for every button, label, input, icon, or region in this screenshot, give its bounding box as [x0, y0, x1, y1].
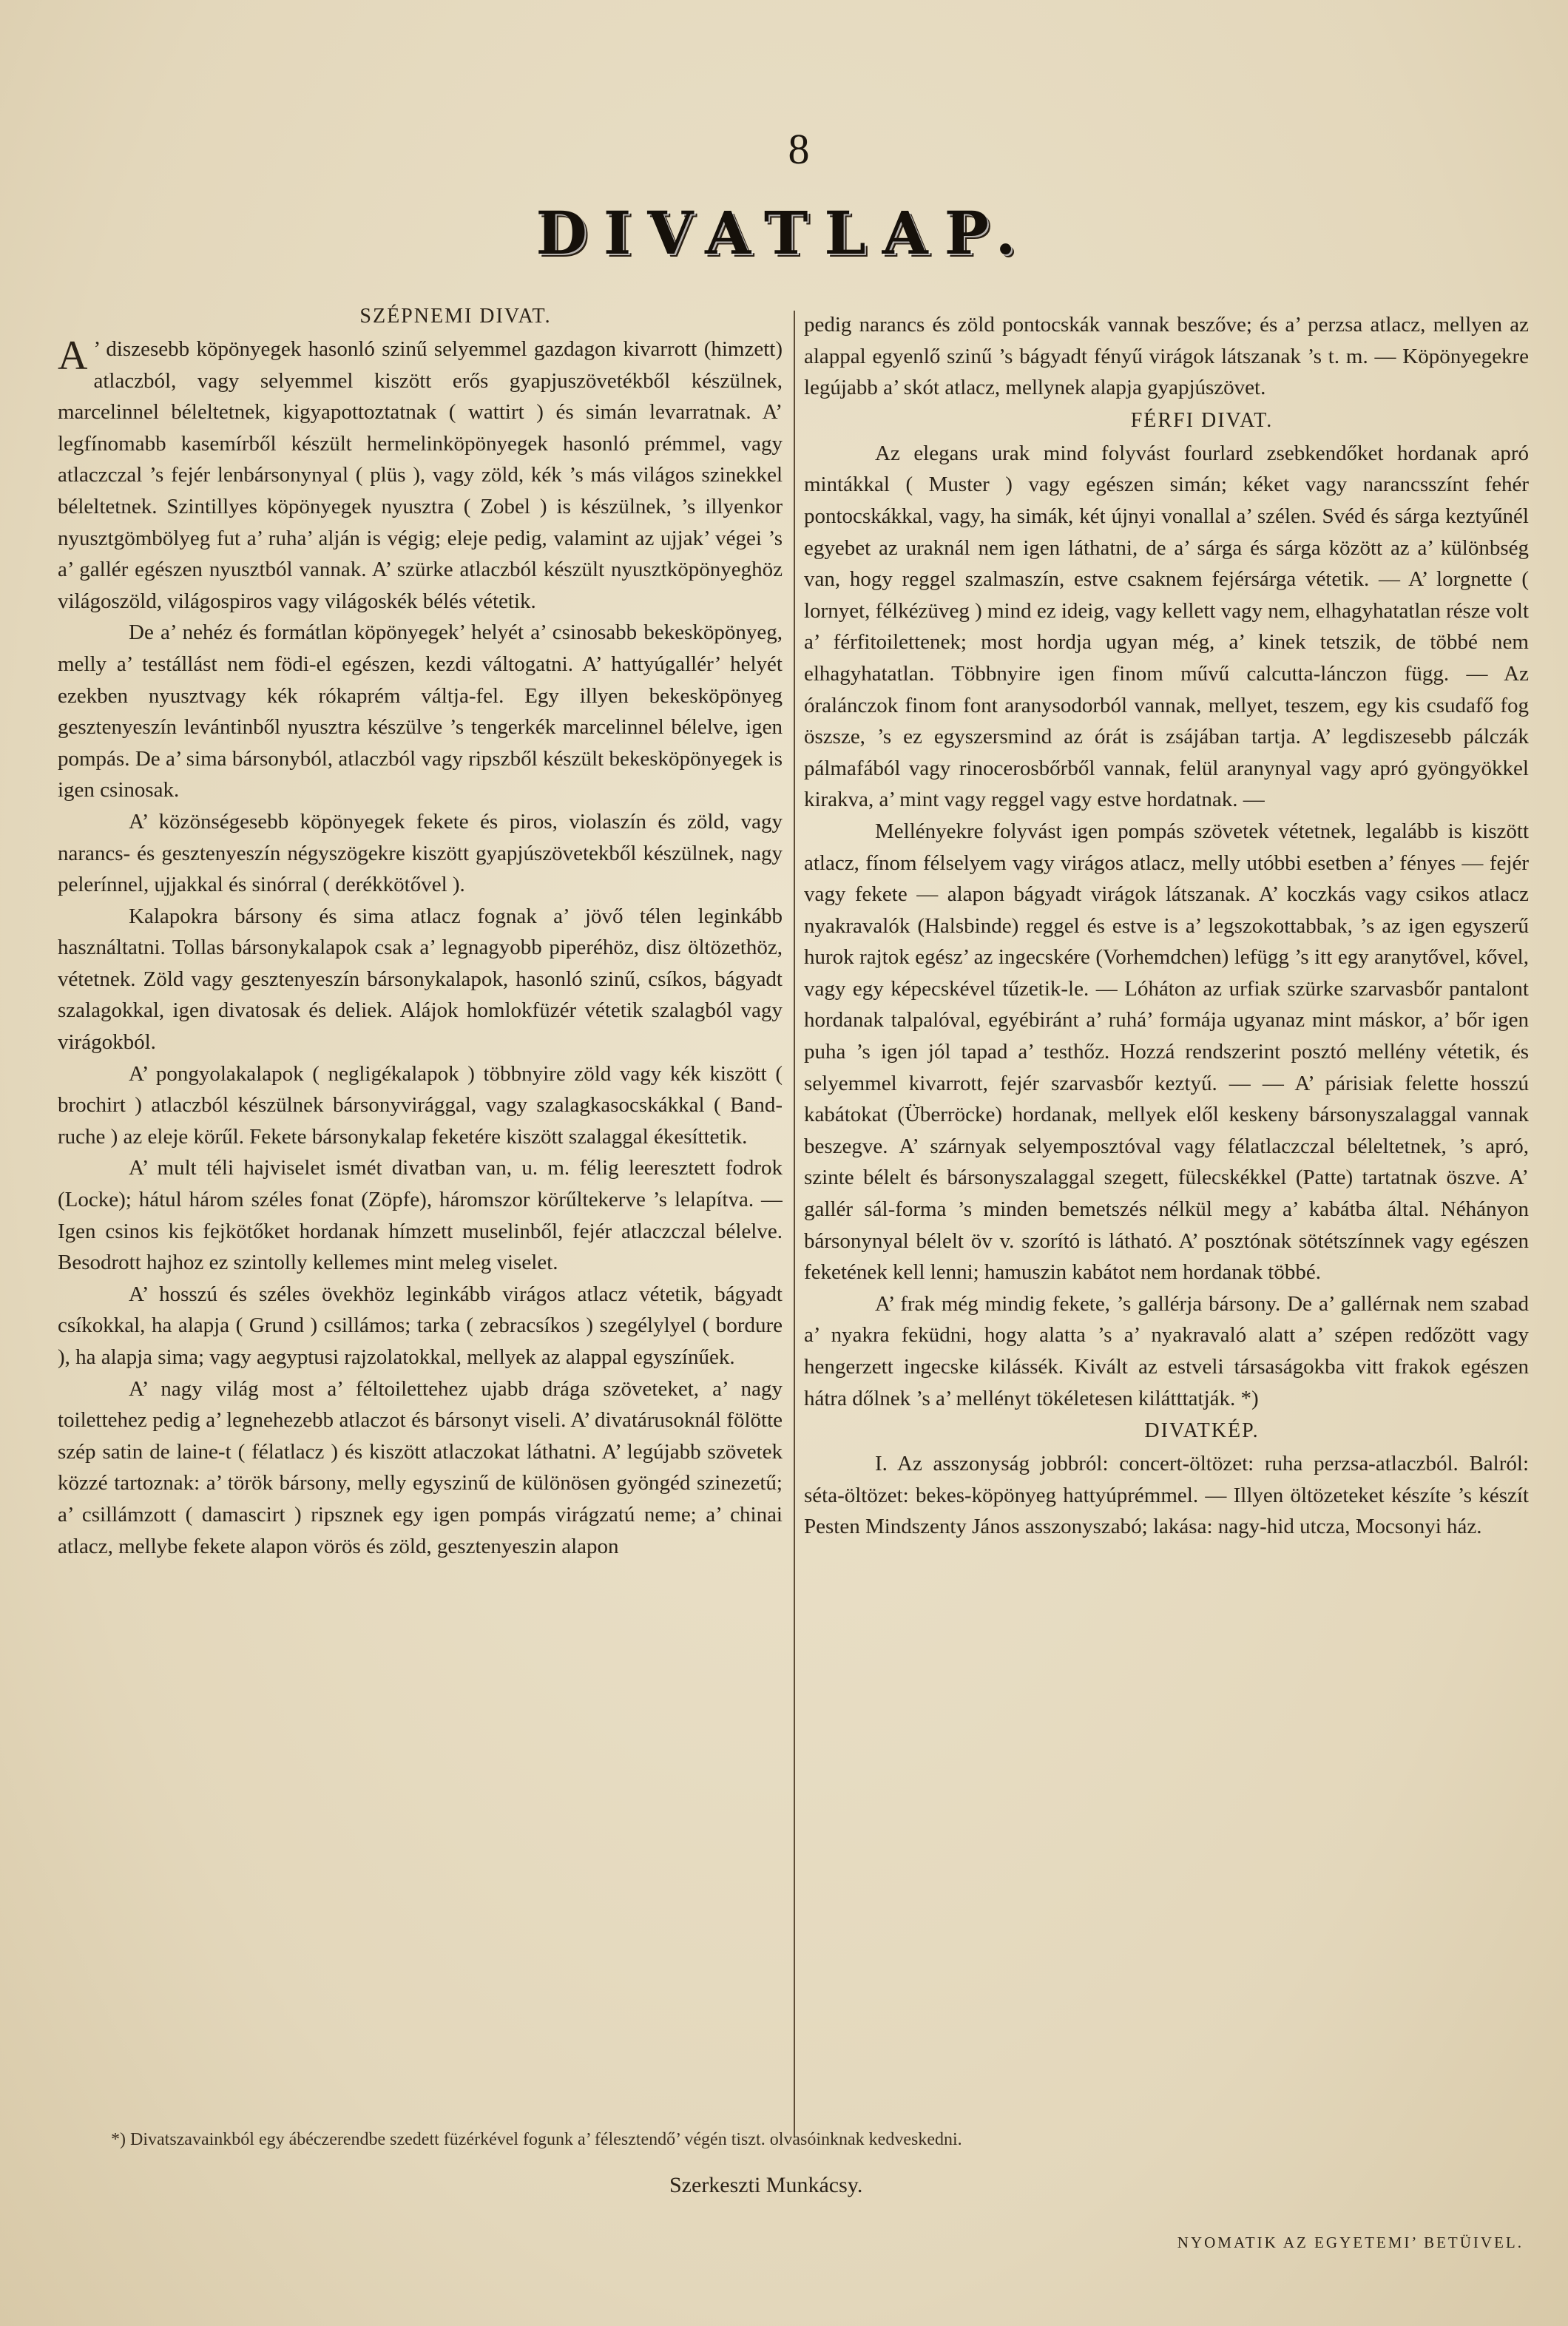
paragraph: A’ pongyolakalapok ( negligékalapok ) többnyire zöld vagy kék kiszött ( brochirt ) atlaczból készülnek bársonyvirággal, vagy szalagkasocskákkal ( Band-ruche ) az eleje körűl. Fekete bársonykalap feketére kiszött szalaggal ékesíttetik. — [58, 1061, 783, 1149]
paragraph: A’ közönségesebb köpönyegek fekete és piros, violaszín és zöld, vagy narancs- és gesztenyeszín négyszögekre kiszött gyapjúszövetekből készülnek, nagy pelerínnel, ujjakkal és sinórral ( derékkötővel ). — [58, 809, 783, 897]
right-column — [804, 309, 1529, 2180]
paragraph: A’ mult téli hajviselet ismét divatban van, u. m. félig leeresztett fodrok (Locke); hátul három széles fonat (Zöpfe), háromszor körűltekerve ’s lelapítva. — Igen csinos kis fejkötőket hordanak hímzett muselinből, fejér atlaczczal bélelve. Besodrott hajhoz ez szintolly kellemes mint meleg viselet. — [58, 1156, 783, 1275]
masthead-title: DIVATLAP. — [535, 198, 1033, 268]
footnote: *) Divatszavainkból egy ábéczerendbe szedett füzérkével fogunk a’ félesztendő’ végén tiszt. olvasóinknak kedveskedni. — [111, 2130, 962, 2149]
editor-credit: Szerkeszti Munkácsy. — [669, 2173, 863, 2197]
left-column — [58, 300, 783, 2174]
paragraph: I. Az asszonyság jobbról: concert-öltözet: ruha perzsa-atlaczból. Balról: séta-öltözet: bekes-köpönyeg hattyúprémmel. — Illyen öltözeteket készíte ’s készít Pesten Mindszenty János asszonyszabó; lakása: nagy-hid utcza, Mocsonyi ház. — [804, 1452, 1529, 1539]
paragraph-text: ’ diszesebb köpönyegek hasonló szinű selyemmel gazdagon kivarrott (himzett) atlaczból, vagy selyemmel kiszött erős gyapjuszövetékből készülnek, marcelinnel béleltetnek, kigyapottoztatnak ( wattirt ) és simán levarratnak. A’ legfínomabb kasemírből készült hermelinköpönyegek hasonló prémmel, vagy atlaczczal ’s fejér lenbársonynyal ( plüs ), vagy zöld, kék ’s más világos szinekkel béleltetnek. Szintillyes köpönyegek nyusztra ( Zobel ) is készülnek, ’s illyenkor nyusztgömbölyeg fut a’ ruha’ alján is végig; eleje pedig, valamint az ujjak’ végei ’s a’ gallér egészen nyusztból vannak. A’ szürke atlaczból készült nyusztköpönyeghöz világoszöld, világospiros vagy világoskék bélés vétetik. — [58, 337, 783, 613]
page-number: 8 — [788, 125, 810, 173]
drop-cap: A — [58, 333, 88, 379]
column-divider — [794, 311, 795, 2137]
section-heading-womens-fashion: SZÉPNEMI DIVAT. — [359, 305, 552, 328]
paragraph — [58, 334, 783, 617]
paragraph: pedig narancs és zöld pontocskák vannak beszőve; és a’ perzsa atlacz, mellyen az alappal egyenlő szinű ’s bágyadt fényű virágok látszanak ’s t. m. — Köpönyegekre legújabb a’ skót atlacz, mellynek alapja gyapjúszövet. — [804, 313, 1529, 400]
paragraph: Mellényekre folyvást igen pompás szövetek vétetnek, legalább is kiszött atlacz, fínom félselyem vagy virágos atlacz, melly utóbbi esetben a’ fényes — fejér vagy fekete — alapon bágyadt virágok látszanak. A’ koczkás vagy csikos atlacz nyakravalók (Halsbinde) reggel és estve is a’ legszokottabbak, ’s az igen egyszerű hurok rajtok egész’ az ingecskére (Vorhemdchen) lefügg ’s itt egy aranytővel, kővel, vagy egy képecskével tűzetik-le. — Lóháton az urfiak szürke szarvasbőr pantalont hordanak talpalóval, egyébiránt a’ ruhá’ formája ugyanaz mint máskor, a’ bőr igen puha ’s igen jól tapad a’ testhőz. Hozzá rendszerint posztó mellény vétetik, és selyemmel kivarrott, fejér szarvasbőr keztyű. — — A’ párisiak felette hosszú kabátokat (Überröcke) hordanak, mellyek elől keskeny bársonyszalaggal vannak beszegve. A’ szárnyak selyemposztóval vagy félatlaczczal béleltetnek, ’s apró, szinte bélelt és bársonyszalaggal szegett, fülecskékkel (Patte) tartatnak öszve. A’ gallér sál-forma ’s minden bemetszés nélkül megy a’ kabátba által. Néhányon bársonynyal bélelt öv v. szorító is látható. A’ posztónak sötétszínnek vagy egészen feketének kell lenni; hamuszin kabátot nem hordanak többé. — [804, 819, 1529, 1285]
section-heading-fashion-plate: DIVATKÉP. — [1144, 1419, 1260, 1443]
paragraph: Kalapokra bársony és sima atlacz fognak a’ jövő télen leginkább használtatni. Tollas bársonykalapok csak a’ legnagyobb piperéhöz, disz öltözethöz, vétetnek. Zöld vagy gesztenyeszín bársonykalapok, hasonló szinű, csíkos, bágyadt szalagokkal, igen divatosak és deliek. Alájok homlokfüzér vétetik szalagból vagy virágokból. — [58, 904, 783, 1055]
paragraph: A’ hosszú és széles övekhöz leginkább virágos atlacz vétetik, bágyadt csíkokkal, ha alapja ( Grund ) csillámos; tarka ( zebracsíkos ) szegélylyel ( bordure ), ha alapja sima; vagy aegyptusi rajzolatokkal, mellyek az alappal egyszínűek. — [58, 1282, 783, 1369]
paragraph: A’ nagy világ most a’ féltoilettehez ujabb drága szöveteket, a’ nagy toilettehez pedig a’ legnehezebb atlaczot és bársonyt viseli. A’ divatárusoknál fölötte szép satin de laine-t ( félatlacz ) és kiszött atlaczokat láthatni. A’ legújabb szövetek közzé tartoznak: a’ török bársony, melly egyszinű de különösen gyöngéd szinezetű; a’ csillámzott ( damascirt ) ripsznek egy igen pompás virágzatú neme; a’ chinai atlacz, mellybe fekete alapon vörös és zöld, gesztenyeszin alapon — [58, 1376, 783, 1558]
section-heading-mens-fashion: FÉRFI DIVAT. — [1130, 408, 1274, 432]
paragraph: Az elegans urak mind folyvást fourlard zsebkendőket hordanak apró mintákkal ( Muster ) vagy egészen simán; kéket vagy narancsszínt fehér pontocskákkal, vagy, ha simák, két újnyi vonallal a’ szélen. Svéd és sárga keztyűnél egyebet az uraknál nem igen láthatni, de a’ sárga és sárga között az a’ különbség van, hogy reggel szalmaszín, estve csaknem fejérsárga vétetik. — A’ lorgnette ( lornyet, félkézüveg ) mind ez ideig, vagy kellett vagy nem, elhagyhatatlan része volt a’ férfitoilettenek; most hordja ugyan még, a’ kinek tetszik, de többé nem elhagyhatatlan. Többnyire igen finom művű calcutta-lánczon függ. — Az óralánczok finom font aranysodorból vannak, mellyet, teszem, egy kis csudafő fog öszsze, ’s ez egyszersmind az órát is zsájában tartja. A’ legdiszesebb pálczák pálmafából vagy rinocerosbőrből vannak, felül aranynyal vagy apró gyöngyökkel kirakva, a’ mint vagy reggel vagy estve hordatnak. — — [804, 441, 1529, 812]
paragraph: De a’ nehéz és formátlan köpönyegek’ helyét a’ csinosabb bekesköpönyeg, melly a’ testállást nem födi-el egészen, kezdi váltogatni. A’ hattyúgallér’ helyét ezekben nyusztvagy kék rókaprém váltja-fel. Egy illyen bekesköpönyeg gesztenyeszín levántinből nyusztra készülve ’s tengerkék marcelinnel bélelve, igen pompás. De a’ sima bársonyból, atlaczból vagy ripszből készült bekesköpönyegek is igen csinosak. — [58, 621, 783, 802]
printer-imprint: NYOMATIK AZ EGYETEMI’ BETÜIVEL. — [1177, 2234, 1524, 2251]
paragraph: A’ frak még mindig fekete, ’s gallérja bársony. De a’ gallérnak nem szabad a’ nyakra feküdni, hogy alatta ’s a’ nyakravaló alatt a’ szépen redőzött vagy hengerzett ingecske kilássék. Kivált az estveli társaságokba vitt frakok egészen hátra dőlnek ’s a’ mellényt tökéletesen kilátttatják. *) — [804, 1291, 1529, 1410]
